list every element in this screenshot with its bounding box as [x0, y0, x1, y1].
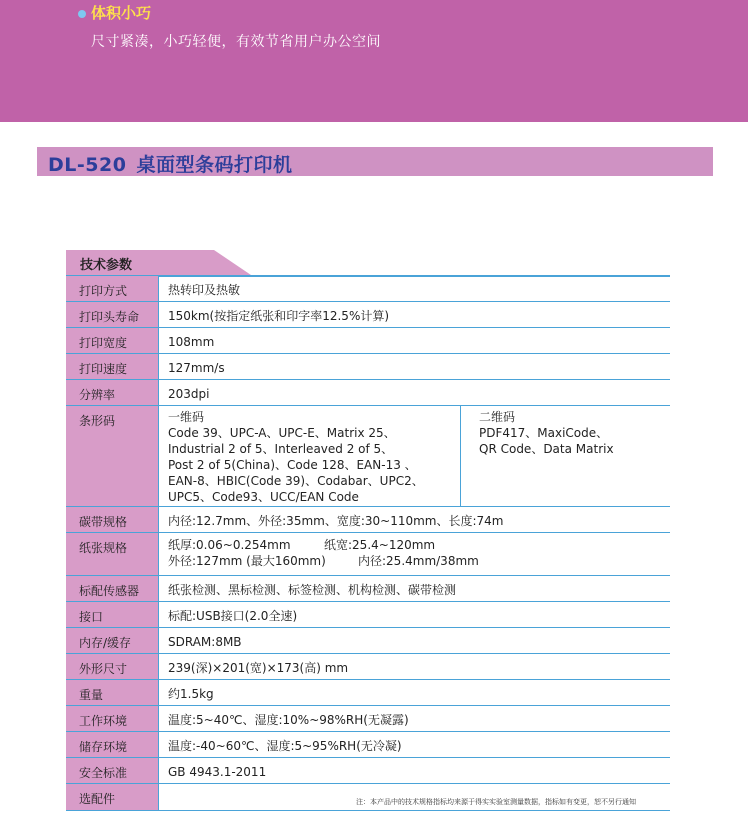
spec-value: 纸张检测、黑标检测、标签检测、机构检测、碳带检测	[168, 583, 457, 597]
table-row	[66, 628, 670, 654]
spec-key: 重量	[66, 680, 159, 705]
barcode-value	[159, 406, 670, 506]
one-d-line: Code 39、UPC-A、UPC-E、Matrix 25、	[168, 426, 396, 440]
paper-thickness: 纸厚:0.06~0.254mm	[168, 538, 291, 552]
table-row	[66, 732, 670, 758]
spec-value: GB 4943.1-2011	[168, 765, 267, 779]
model-name: 桌面型条码打印机	[136, 154, 293, 176]
spec-key: 打印速度	[66, 354, 159, 379]
table-row	[66, 380, 670, 406]
spec-key: 接口	[66, 602, 159, 627]
spec-key: 安全标准	[66, 758, 159, 783]
banner-subtitle: 尺寸紧凑，小巧轻便，有效节省用户办公空间	[91, 34, 381, 50]
paper-row	[66, 533, 670, 576]
specs-table	[66, 276, 670, 811]
paper-outer: 外径:127mm (最大160mm)	[168, 554, 326, 568]
spec-value: 108mm	[168, 335, 215, 349]
table-row	[66, 706, 670, 732]
spec-value: 热转印及热敏	[168, 283, 241, 297]
table-row	[66, 354, 670, 380]
spec-value: 内径:12.7mm、外径:35mm、宽度:30~110mm、长度:74m	[168, 514, 504, 528]
table-row	[66, 507, 670, 533]
feature-banner	[0, 0, 748, 122]
table-row	[66, 602, 670, 628]
spec-key: 碳带规格	[66, 507, 159, 532]
two-d-line: PDF417、MaxiCode、	[479, 426, 609, 440]
table-row	[66, 328, 670, 354]
spec-value: 150km(按指定纸张和印字率12.5%计算)	[168, 309, 390, 323]
two-d-line: QR Code、Data Matrix	[479, 442, 614, 456]
footnote: 注：本产品中的技术规格指标均来源于得实实验室测量数据，指标如有变更，恕不另行通知	[356, 798, 636, 806]
spec-key: 纸张规格	[66, 533, 159, 575]
table-row	[66, 758, 670, 784]
spec-value: 温度:5~40℃、湿度:10%~98%RH(无凝露)	[168, 713, 409, 727]
paper-value	[159, 533, 670, 575]
spec-value: SDRAM:8MB	[168, 635, 242, 649]
spec-key: 储存环境	[66, 732, 159, 757]
model-code: DL-520	[48, 154, 127, 176]
one-d-barcodes	[159, 406, 461, 506]
spec-value: 239(深)×201(宽)×173(高) mm	[168, 661, 349, 675]
paper-inner: 内径:25.4mm/38mm	[358, 554, 479, 568]
banner-title: 体积小巧	[91, 4, 152, 22]
bullet-icon	[78, 10, 86, 18]
spec-key: 工作环境	[66, 706, 159, 731]
one-d-line: EAN-8、HBIC(Code 39)、Codabar、UPC2、	[168, 474, 424, 488]
table-row	[66, 302, 670, 328]
spec-key: 内存/缓存	[66, 628, 159, 653]
spec-key: 打印头寿命	[66, 302, 159, 327]
spec-key: 选配件	[66, 784, 159, 810]
spec-key: 标配传感器	[66, 576, 159, 601]
specs-title: 技术参数	[80, 258, 133, 273]
one-d-title: 一维码	[168, 410, 205, 424]
spec-value: 温度:-40~60℃、湿度:5~95%RH(无冷凝)	[168, 739, 402, 753]
barcode-row	[66, 406, 670, 507]
two-d-barcodes	[461, 406, 670, 506]
paper-width: 纸宽:25.4~120mm	[324, 538, 436, 552]
spec-value: 127mm/s	[168, 361, 225, 375]
spec-key: 分辨率	[66, 380, 159, 405]
one-d-line: Post 2 of 5(China)、Code 128、EAN-13 、	[168, 458, 417, 472]
one-d-line: UPC5、Code93、UCC/EAN Code	[168, 490, 359, 504]
spec-key: 打印方式	[66, 276, 159, 301]
two-d-title: 二维码	[479, 410, 516, 424]
one-d-line: Industrial 2 of 5、Interleaved 2 of 5、	[168, 442, 394, 456]
model-title	[48, 150, 292, 177]
spec-key: 打印宽度	[66, 328, 159, 353]
table-row	[66, 654, 670, 680]
table-row	[66, 680, 670, 706]
spec-value: 203dpi	[168, 387, 210, 401]
table-row	[66, 276, 670, 302]
spec-value: 标配:USB接口(2.0全速)	[168, 609, 298, 623]
spec-key: 条形码	[66, 406, 159, 506]
spec-key: 外形尺寸	[66, 654, 159, 679]
spec-value: 约1.5kg	[168, 687, 214, 701]
table-row	[66, 576, 670, 602]
